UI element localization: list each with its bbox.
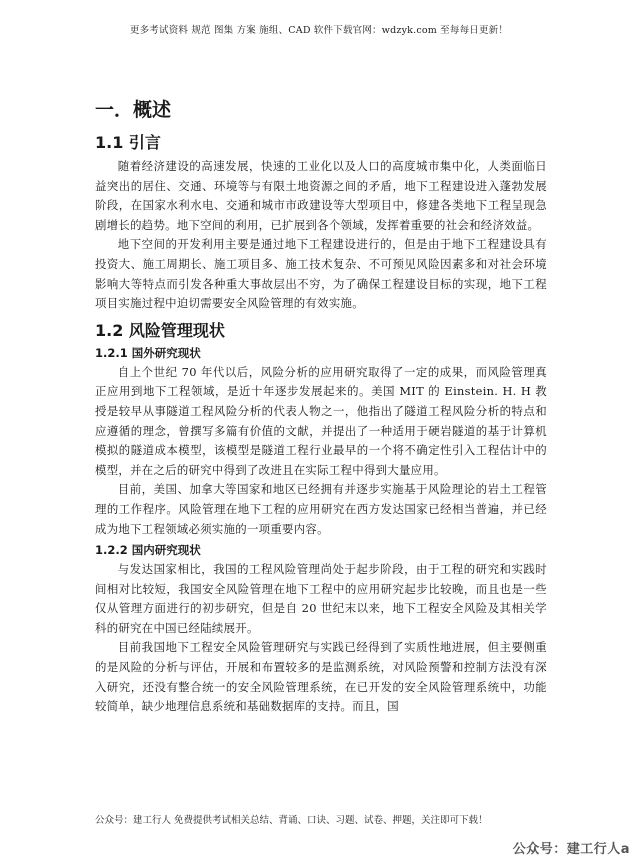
page-footer: 公众号：建工行人 免费提供考试相关总结、背诵、口诀、习题、试卷、押题，关注即可下载！: [95, 815, 488, 826]
paragraph: 目前我国地下工程安全风险管理研究与实践已经得到了实质性地进展，但主要侧重的是风险的分析与评估，开展和布置较多的是监测系统，对风险预警和控制方法没有深入研究，还没有整合统一的安全风险管理系统，在已开发的安全风险管理系统中，功能较简单，缺少地理信息系统和基础数据库的支持。而且，国: [95, 640, 547, 714]
section-title: 一．概述: [95, 99, 172, 121]
paragraph: 目前，美国、加拿大等国家和地区已经拥有并逐步实施基于风险理论的岩土工程管理的工作程序。风险管理在地下工程的应用研究在西方发达国家已经相当普遍，并已经成为地下工程领域必须实施的一项重要内容。: [95, 482, 547, 536]
document-body: [95, 95, 547, 717]
page-header: 更多考试资料 规范 图集 方案 施组、CAD 软件下载官网：wdzyk.com 至每每日更新！: [129, 25, 509, 36]
subsubsection-title-domestic: 1.2.2 国内研究现状: [95, 543, 201, 558]
subsection-title-risk-management: 1.2 风险管理现状: [95, 320, 225, 340]
paragraph: 与发达国家相比，我国的工程风险管理尚处于起步阶段，由于工程的研究和实践时间相对比较短，我国安全风险管理在地下工程中的应用研究起步比较晚，而且也是一些仅从管理方面进行的初步研究，但是自 20 世纪末以来，地下工程安全风险及其相关学科的研究在中国已经陆续展开。: [95, 562, 547, 635]
paragraph: 地下空间的开发利用主要是通过地下工程建设进行的，但是由于地下工程建设具有投资大、施工周期长、施工项目多、施工技术复杂、不可预见风险因素多和对社会环境影响大等特点而引发各种重大事故层出不穷，为了确保工程建设目标的实现，地下工程项目实施过程中迫切需要安全风险管理的有效实施。: [95, 237, 547, 311]
subsubsection-title-foreign: 1.2.1 国外研究现状: [95, 345, 201, 360]
watermark: 公众号：建工行人a: [512, 842, 630, 857]
subsection-title-intro: 1.1 引言: [95, 133, 161, 152]
paragraph: 自上个世纪 70 年代以后，风险分析的应用研究取得了一定的成果，而风险管理真正应用到地下工程领域，是近十年逐步发展起来的。美国 MIT 的 Einstein. H. H 教授是较早从事隧道工程风险分析的代表人物之一，他指出了隧道工程风险分析的特点和应遵循的理念，曾撰写多篇有价值的文献，并提出了一种适用于硬岩隧道的基于计算机模拟的隧道成本模型，该模型是隧道工程行业最早的一个将不确定性引入工程估计中的模型，并在之后的研究中得到了改进且在实际工程中得到大量应用。: [95, 364, 547, 477]
paragraph: 随着经济建设的高速发展，快速的工业化以及人口的高度城市集中化，人类面临日益突出的居住、交通、环境等与有限土地资源之间的矛盾，地下工程建设进入蓬勃发展阶段，在国家水利水电、交通和城市市政建设等大型项目中，修建各类地下工程呈现急剧增长的趋势。地下空间的利用，已扩展到各个领域，发挥着重要的社会和经济效益。: [95, 159, 547, 232]
